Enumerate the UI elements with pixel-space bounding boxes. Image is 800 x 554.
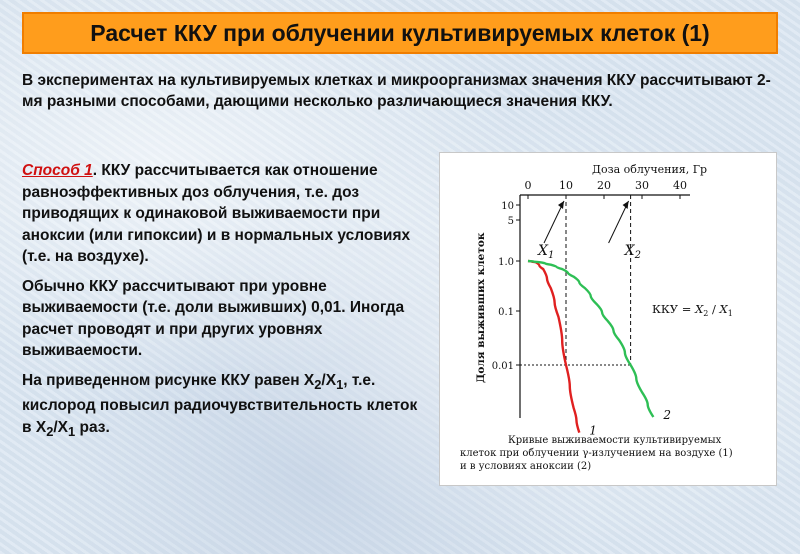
curve-label-1: 1: [589, 423, 597, 438]
method1-paragraph: [22, 160, 422, 268]
survival-curve-figure: [440, 153, 776, 485]
curve-series-2: [528, 261, 653, 417]
marker-label-x2: $X_2$: [624, 243, 641, 261]
curve-label-2: 2: [663, 408, 672, 422]
x-tick-label: 40: [673, 179, 687, 192]
survival-chart: [440, 153, 776, 485]
method1-label: Способ 1: [22, 162, 93, 179]
conclusion-paragraph: На приведенном рисунке ККУ равен $X_2/X_1$, т.е. кислород повысил радиочувствительность клеток в $X_2/X_1$ раз.: [22, 371, 418, 439]
y-tick-label: 5: [507, 216, 514, 227]
curve-series-1: [528, 261, 579, 433]
caption-line: клеток при облучении γ-излучением на воздухе (1): [460, 448, 733, 459]
title-bar: [22, 12, 778, 54]
y-tick-label: 0.01: [491, 361, 514, 372]
chart-axis-title-x: Доза облучения, Гр: [592, 163, 708, 176]
marker-label-x1: $X_1$: [538, 243, 555, 261]
y-tick-label: 1.0: [498, 257, 514, 268]
caption-line: Кривые выживаемости культивируемых: [508, 435, 722, 446]
chart-axis-title-y: Доля выживших клеток: [475, 232, 487, 383]
kku-formula: ККУ = $X_2 / X_1$: [652, 302, 733, 318]
method1-text: . ККУ рассчитывается как отношение равноэффективных доз облучения, т.е. доз приводящих к одинаковой выживаемости при аноксии (или гипоксии) и в нормальных условиях (т.е. на воздухе).: [22, 162, 411, 265]
x-tick-label: 0: [524, 179, 532, 192]
y-tick-label: 0.1: [498, 307, 514, 318]
caption-line: и в условиях аноксии (2): [460, 461, 592, 472]
x-tick-label: 10: [559, 179, 573, 192]
slide-title: Расчет ККУ при облучении культивируемых клеток (1): [90, 19, 710, 46]
left-column: [22, 160, 422, 450]
x-tick-label: 20: [597, 179, 611, 192]
y-tick-label: 10: [501, 201, 514, 212]
intro-paragraph: В экспериментах на культивируемых клетках и микроорганизмах значения ККУ рассчитывают 2-мя разными способами, дающими несколько различающиеся значения ККУ.: [22, 72, 771, 110]
threshold-paragraph: Обычно ККУ рассчитывают при уровне выживаемости (т.е. доли выживших) 0,01. Иногда расчет проводят и при других уровнях выживаемости.: [22, 277, 405, 359]
x-tick-label: 30: [635, 179, 649, 192]
